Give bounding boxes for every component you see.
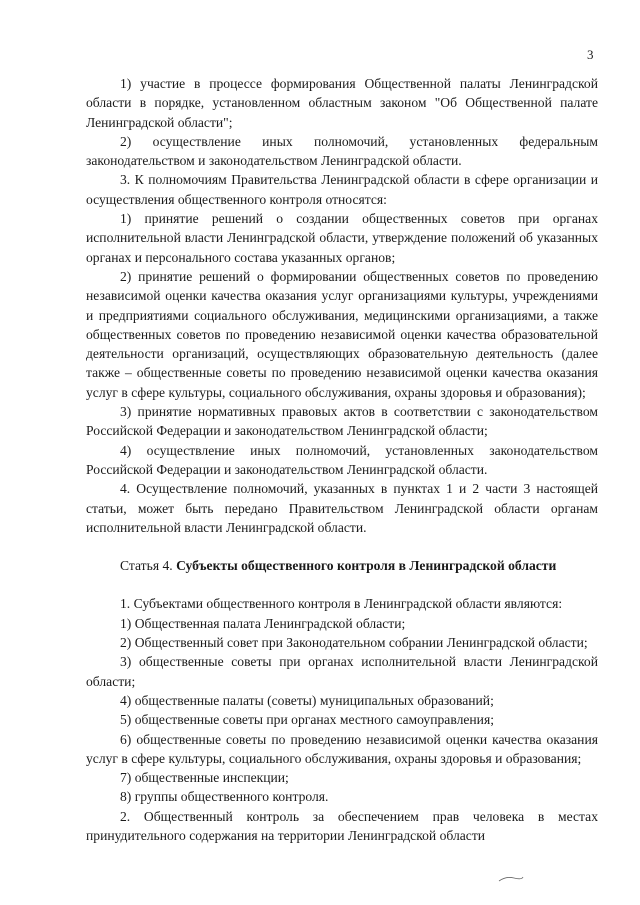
paragraph: 1) принятие решений о создании общественных советов при органах исполнительной власти Ленинградской области, утверждение положений об указанных органах и персонального состава указанных органов; <box>86 211 598 265</box>
paragraph: 1. Субъектами общественного контроля в Ленинградской области являются: <box>120 596 563 612</box>
paragraph: 1) Общественная палата Ленинградской области; <box>120 615 406 631</box>
paragraph: 6) общественные советы по проведению независимой оценки качества оказания услуг в сфере культуры, социального обслуживания, охраны здоровья и образования; <box>86 731 598 766</box>
paragraph: 1) участие в процессе формирования Общественной палаты Ленинградской области в порядке, установленном областным законом "Об Общественной палате Ленинградской области"; <box>86 76 598 130</box>
paragraph: 5) общественные советы при органах местного самоуправления; <box>120 712 494 728</box>
document-body <box>86 74 598 845</box>
paragraph: 4) общественные палаты (советы) муниципальных образований; <box>120 692 494 708</box>
paragraph: 2) принятие решений о формировании общественных советов по проведению независимой оценки качества оказания услуг организациями культуры, учреждениями и предприятиями социального обслуживания, медицинскими организациями, а также общественных советов по проведению независимой оценки качества образовательной деятельности организаций, осуществляющих образовательную деятельность (далее также – общественные советы по проведению независимой оценки качества оказания услуг в сфере культуры, социального обслуживания, охраны здоровья и образования); <box>86 268 598 400</box>
paragraph: 4. Осуществление полномочий, указанных в пунктах 1 и 2 части 3 настоящей статьи, может быть передано Правительством Ленинградской области органам исполнительной власти Ленинградской области. <box>86 481 598 535</box>
paragraph: 3) принятие нормативных правовых актов в соответствии с законодательством Российской Федерации и законодательством Ленинградской области; <box>86 404 598 439</box>
paragraph: 2) Общественный совет при Законодательном собрании Ленинградской области; <box>120 635 588 651</box>
paragraph: 3) общественные советы при органах исполнительной власти Ленинградской области; <box>86 654 598 689</box>
page-number: 3 <box>587 47 594 62</box>
paragraph: 4) осуществление иных полномочий, установленных законодательством Российской Федерации и законодательством Ленинградской области. <box>86 442 598 477</box>
paragraph: 3. К полномочиям Правительства Ленинградской области в сфере организации и осуществления общественного контроля относятся: <box>86 172 598 207</box>
paragraph: 7) общественные инспекции; <box>120 770 289 786</box>
paragraph: 2. Общественный контроль за обеспечением прав человека в местах принудительного содержания на территории Ленинградской области <box>86 808 598 843</box>
article-title: Субъекты общественного контроля в Ленинградской области <box>176 558 557 574</box>
article-heading <box>86 556 598 575</box>
paragraph: 8) группы общественного контроля. <box>120 789 329 805</box>
paragraph: 2) осуществление иных полномочий, установленных федеральным законодательством и законодательством Ленинградской области. <box>86 133 598 169</box>
scan-smudge <box>498 875 524 883</box>
article-label: Статья 4. <box>120 558 173 574</box>
